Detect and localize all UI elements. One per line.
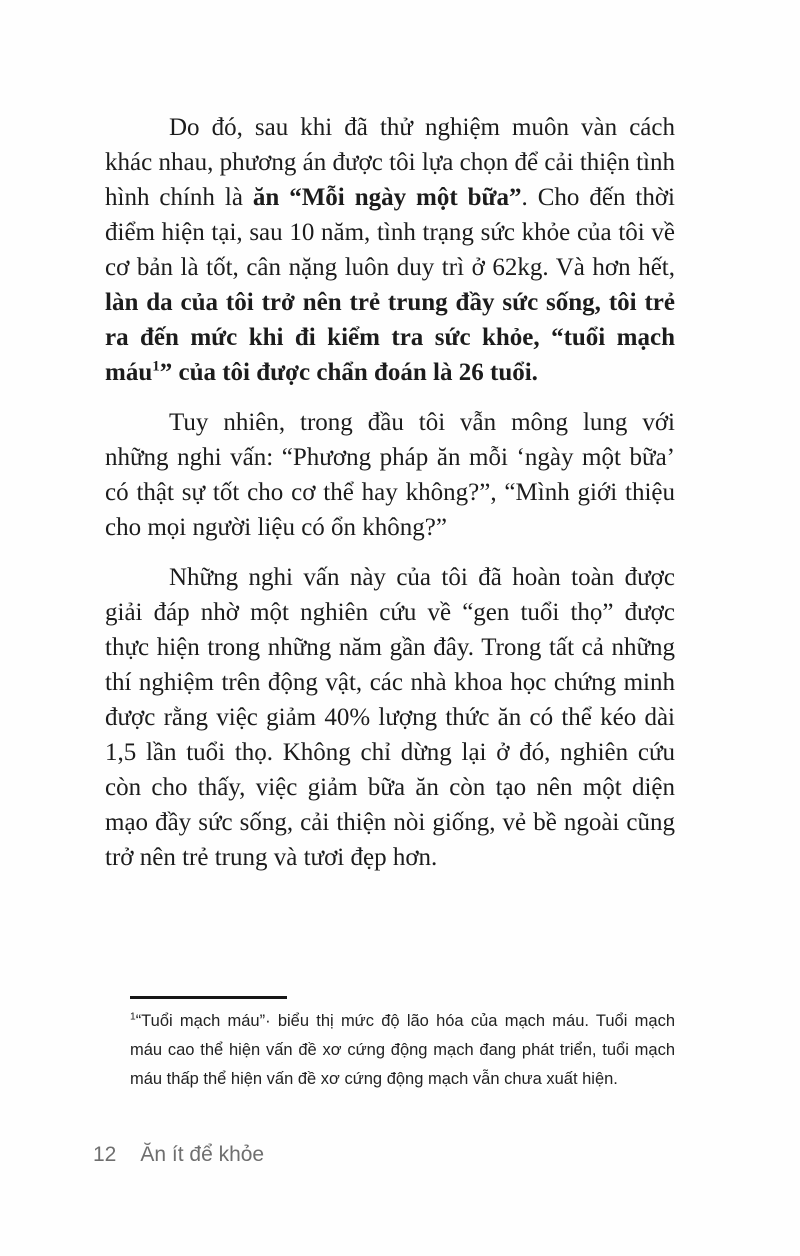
paragraph-1-segment: . Cho đến thời điểm hiện tại, sau 10 năm, tình trạng sức khỏe của tôi về cơ bản là tốt, cân nặng luôn duy trì ở 62kg. Và hơn hết, bbox=[105, 184, 676, 281]
footnote-reference-number: 1 bbox=[152, 358, 160, 375]
footnote-text-line bbox=[130, 1007, 675, 1094]
paragraph-1-segment: Do đó, sau khi đã thử nghiệm muôn vàn cách khác nhau, phương án được tôi lựa chọn để cải thiện tình hình chính là bbox=[105, 114, 675, 211]
paragraph-2 bbox=[105, 405, 675, 545]
body-text-block bbox=[105, 110, 675, 890]
footnote-block bbox=[130, 996, 675, 1094]
page-number: 12 bbox=[93, 1143, 117, 1166]
paragraph-1-bold-phrase: ăn “Mỗi ngày một bữa” bbox=[252, 184, 522, 211]
footnote-reference bbox=[152, 359, 160, 386]
paragraph-1 bbox=[105, 110, 675, 390]
page-footer bbox=[93, 1143, 264, 1167]
book-title: Ăn ít để khỏe bbox=[140, 1143, 265, 1166]
footnote-marker: 1 bbox=[130, 1011, 136, 1023]
paragraph-2-segment: Tuy nhiên, trong đầu tôi vẫn mông lung với những nghi vấn: “Phương pháp ăn mỗi ‘ngày một bữa’ có thật sự tốt cho cơ thể hay không?”, “Mình giới thiệu cho mọi người liệu có ổn không?” bbox=[105, 409, 675, 541]
paragraph-3-segment: Những nghi vấn này của tôi đã hoàn toàn được giải đáp nhờ một nghiên cứu về “gen tuổi thọ” được thực hiện trong những năm gần đây. Trong tất cả những thí nghiệm trên động vật, các nhà khoa học chứng minh được rằng việc giảm 40% lượng thức ăn có thể kéo dài 1,5 lần tuổi thọ. Không chỉ dừng lại ở đó, nghiên cứu còn cho thấy, việc giảm bữa ăn còn tạo nên một diện mạo đầy sức sống, cải thiện nòi giống, vẻ bề ngoài cũng trở nên trẻ trung và tươi đẹp hơn. bbox=[105, 564, 675, 871]
paragraph-1-bold-phrase: làn da của tôi trở nên trẻ trung đầy sức sống, tôi trẻ ra đến mức khi đi kiểm tra sức khỏe, “tuổi mạch máu bbox=[105, 289, 675, 386]
footnote-text: “Tuổi mạch máu”· biểu thị mức độ lão hóa của mạch máu. Tuổi mạch máu cao thể hiện vấn đề xơ cứng động mạch đang phát triển, tuổi mạch máu thấp thể hiện vấn đề xơ cứng động mạch vẫn chưa xuất hiện. bbox=[130, 1012, 675, 1088]
footnote-divider bbox=[130, 996, 287, 999]
paragraph-1-bold-phrase: ” của tôi được chẩn đoán là 26 tuổi. bbox=[159, 359, 538, 386]
paragraph-3 bbox=[105, 560, 675, 875]
